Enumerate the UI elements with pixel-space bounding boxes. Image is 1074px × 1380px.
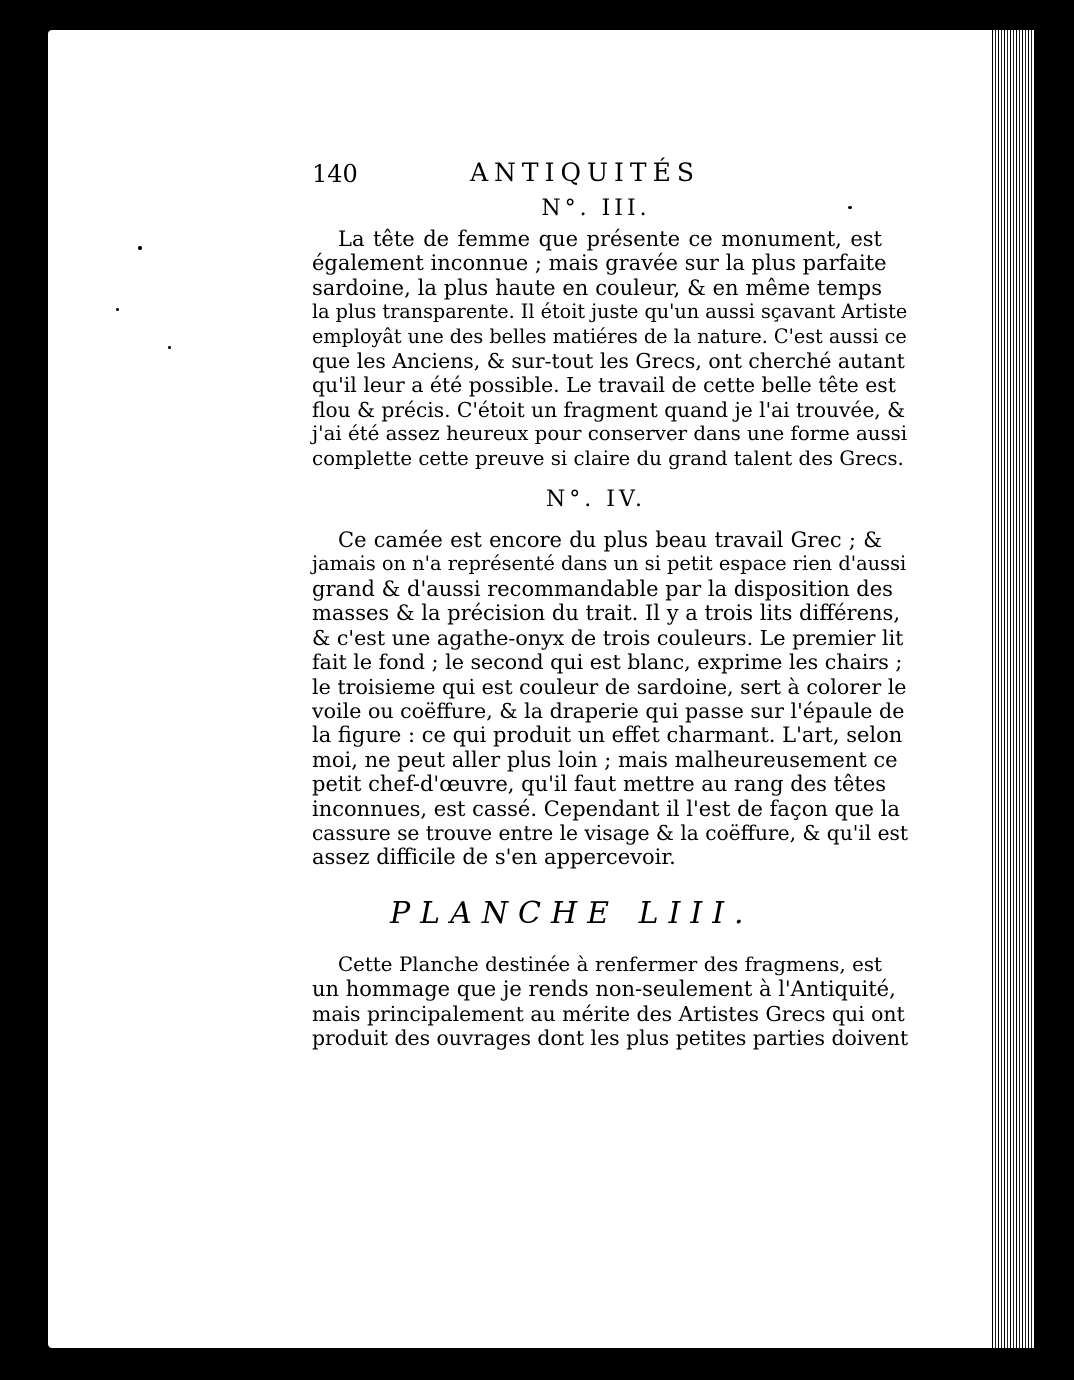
text-line: Ce camée est encore du plus beau travail Grec ; & [338,528,882,553]
text-line: & c'est une agathe-onyx de trois couleurs. Le premier lit [312,625,904,650]
text-line: un hommage que je rends non-seulement à l'Antiquité, [312,977,896,1002]
text-line: la figure : ce qui produit un effet charmant. L'art, selon [312,723,903,748]
text-line: la plus transparente. Il étoit juste qu'un aussi sçavant Artiste [312,300,908,324]
running-head [300,150,882,190]
section-heading-iv: N°. IV. [546,487,646,513]
text-line: mais principalement au mérite des Artistes Grecs qui ont [312,1001,905,1026]
text-line: grand & d'aussi recommandable par la disposition des [312,576,893,601]
text-line: également inconnue ; mais gravée sur la plus parfaite [312,251,887,276]
text-line: inconnues, est cassé. Cependant il l'est de façon que la [312,796,900,821]
text-line: flou & précis. C'étoit un fragment quand je l'ai trouvée, & [312,397,906,422]
text-line: assez difficile de s'en appercevoir. [312,845,676,870]
margin-speck [116,308,119,311]
text-line: cassure se trouve entre le visage & la coëffure, & qu'il est [312,820,909,845]
text-line: moi, ne peut aller plus loin ; mais malheureusement ce [312,747,898,772]
text-line: sardoine, la plus haute en couleur, & en même temps [312,275,882,300]
page-text-block [300,150,909,1050]
text-line: qu'il leur a été possible. Le travail de cette belle tête est [312,373,896,398]
running-title: ANTIQUITÉS [470,158,700,187]
text-line: complette cette preuve si claire du grand talent des Grecs. [312,446,904,470]
paragraph-iii [300,227,908,471]
plate-heading: PLANCHE LIII. [390,895,754,931]
text-line: La tête de femme que présente ce monument, est [338,227,882,251]
text-line: petit chef-d'œuvre, qu'il faut mettre au rang des têtes [312,772,887,797]
margin-speck [138,246,142,250]
text-line: employât une des belles matiéres de la nature. C'est aussi ce [312,324,907,348]
paragraph-planche-liii [300,952,909,1051]
text-line: voile ou coëffure, & la draperie qui passe sur l'épaule de [312,698,905,723]
margin-speck [168,346,171,349]
text-line: produit des ouvrages dont les plus petites parties doivent [312,1025,909,1050]
text-line: j'ai été assez heureux pour conserver dans une forme aussi [312,422,908,446]
section-heading-iii: N°. III. [541,196,651,221]
text-line: masses & la précision du trait. Il y a trois lits différens, [312,601,900,626]
paragraph-iv [300,528,909,870]
text-line: le troisieme qui est couleur de sardoine, sert à colorer le [312,674,907,699]
page-edges [990,30,1034,1348]
text-line: que les Anciens, & sur-tout les Grecs, ont cherché autant [312,349,905,374]
text-line: fait le fond ; le second qui est blanc, exprime les chairs ; [312,650,903,675]
text-line: jamais on n'a représenté dans un si petit espace rien d'aussi [312,552,907,576]
text-line: Cette Planche destinée à renfermer des fragmens, est [338,952,882,976]
page-number: 140 [312,160,358,188]
